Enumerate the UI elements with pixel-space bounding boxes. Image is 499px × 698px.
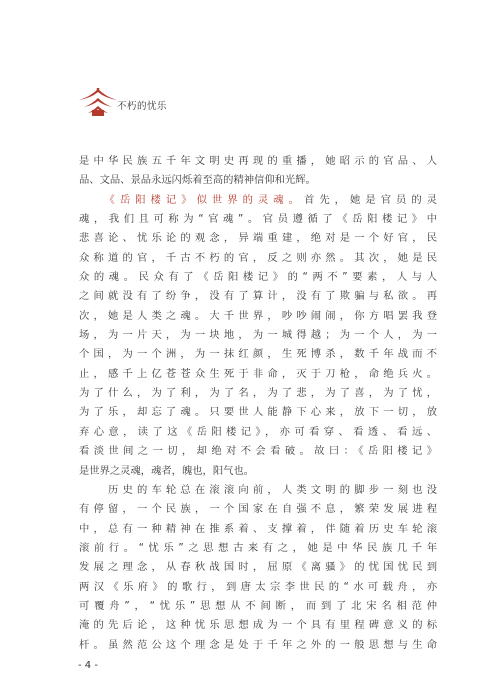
text-line: 止，感千上亿苍苍众生死于非命，灭于刀枪，命绝兵火。: [79, 367, 437, 380]
text-line: 是中华民族五千年文明史再现的重播，她昭示的官品、人: [79, 155, 437, 167]
text-line: 魂，我们且可称为“官魂”。官员遵循了《岳阳楼记》中: [79, 213, 437, 226]
text-line: 历史的车轮总在滚滚向前，人类文明的脚步一刻也没: [79, 483, 437, 496]
body-text: [79, 152, 437, 655]
text-line: 淹的先后论，这种忧乐思想成为一个具有里程碑意义的标: [79, 619, 437, 632]
text-line: 中，总有一种精神在推系着、支撑着，伴随着历史车轮滚: [79, 522, 437, 535]
text-line: 为了乐，却忘了魂。只要世人能静下心来，放下一切，放: [79, 406, 437, 419]
text-line: 杆。虽然范公这个理念是处于千年之外的一般思想与生命: [79, 638, 437, 651]
text-line: 之间就没有了纷争，没有了算计，没有了欺骗与私欲。再: [79, 290, 437, 303]
text-line: 个国，为一个洲，为一抹红颜，生死博杀，数千年战而不: [79, 348, 437, 361]
text-line: 有停留，一个民族，一个国家在自强不息，繁荣发展进程: [79, 503, 437, 516]
text-line: 品、文品、景品永远闪烁着至高的精神信仰和光辉。: [79, 174, 316, 187]
text-line: 是世界之灵魂，魂者，魄也，阳气也。: [79, 464, 255, 477]
header-title: 不朽的忧乐: [117, 101, 168, 112]
text-line: 众称道的官，千古不朽的官，反之则亦然。其次，她是民: [79, 251, 437, 264]
text-line: 悲喜论、忧乐论的观念，异端重建，绝对是一个好官，民: [79, 232, 437, 245]
page-number: - 4 -: [78, 660, 98, 671]
text-line-rest: 首先，她是官员的灵: [303, 193, 437, 206]
text-line: 滚前行。“忧乐”之思想古来有之，她是中华民族几千年: [79, 541, 437, 554]
text-line: 两汉《乐府》的歌行，到唐太宗李世民的“水可载舟，亦: [79, 580, 437, 593]
red-pavilion-roof-icon: [78, 88, 118, 118]
text-line: 次，她是人类之魂。大千世界，吵吵闹闹，你方唱罢我登: [79, 309, 437, 322]
text-line: 为了什么，为了利，为了名，为了悲，为了喜，为了忧，: [79, 387, 437, 400]
text-line: 场，为一片天，为一块地，为一城得越；为一个人，为一: [79, 329, 437, 342]
text-line: 众的魂。民众有了《岳阳楼记》的“两不”要素，人与人: [79, 271, 437, 284]
text-line: 弃心意，读了这《岳阳楼记》，亦可看穿、看透、看远、: [79, 425, 437, 438]
text-line-quote: [79, 191, 437, 210]
text-line: 发展之理念，从春秋战国时，屈原《离骚》的忧国忧民到: [79, 561, 437, 574]
text-line: 可覆舟”，“忧乐”思想从不间断，而到了北宋名相范仲: [79, 599, 437, 612]
text-line: 看淡世间之一切，却绝对不会看破。故曰：《岳阳楼记》: [79, 445, 437, 458]
running-header: [78, 88, 228, 120]
quoted-title: 《岳阳楼记》似世界的灵魂。: [109, 193, 304, 206]
